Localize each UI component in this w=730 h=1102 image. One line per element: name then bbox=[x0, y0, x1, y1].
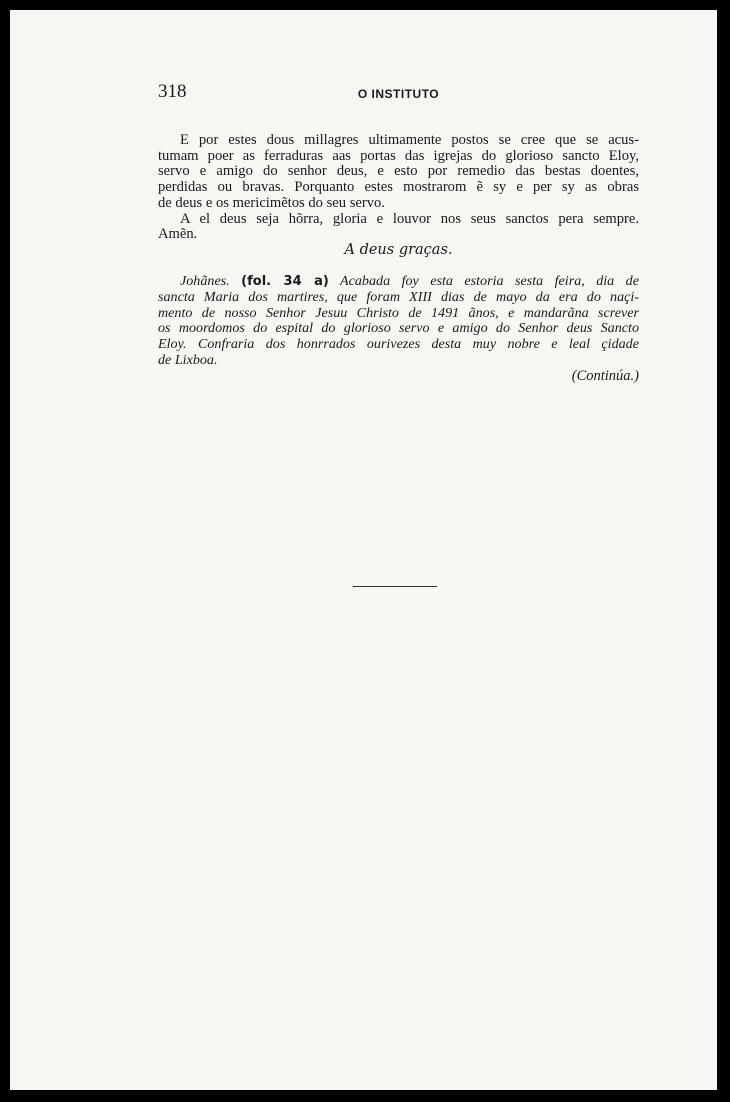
text-line: servo e amigo do senhor deus, e esto por remedio das bestas doentes, bbox=[158, 163, 639, 180]
page bbox=[10, 10, 717, 1090]
colophon bbox=[158, 274, 639, 369]
text-line: tumam poer as ferraduras aas portas das igrejas do glorioso sancto Eloy, bbox=[158, 147, 639, 164]
text-line: E por estes dous millagres ultimamente postos se cree que se acus- bbox=[180, 132, 639, 148]
closing-line: A deus graças. bbox=[344, 242, 453, 258]
end-rule bbox=[353, 586, 437, 587]
continua-note: (Continúa.) bbox=[571, 368, 639, 384]
colophon-text: Acabada foy esta estoria sesta feira, dia de bbox=[340, 273, 639, 289]
colophon-line bbox=[158, 274, 639, 290]
colophon-line: Eloy. Confraria dos honrrados ourivezes desta muy nobre e leal çidade bbox=[158, 336, 639, 353]
page-number: 318 bbox=[158, 81, 187, 102]
folio-reference: (fol. 34 a) bbox=[241, 274, 329, 289]
running-head: O INSTITUTO bbox=[357, 87, 440, 101]
text-line: A el deus seja hõrra, gloria e louvor nos seus sanctos pera sempre. bbox=[180, 210, 639, 227]
text-line: de deus e os mericimẽtos do seu servo. bbox=[158, 194, 385, 211]
paragraph bbox=[158, 212, 639, 243]
text-line: perdidas ou bravas. Porquanto estes mostrarom ẽ sy e per sy as obras bbox=[158, 179, 639, 196]
colophon-line: os moordomos do espital do glorioso servo e amigo do Senhor deus Sancto bbox=[158, 320, 639, 337]
colophon-line: de Lixboa. bbox=[158, 351, 218, 368]
colophon-line: sancta Maria dos martires, que foram XIII dias de mayo da era do naçi- bbox=[158, 288, 639, 305]
colophon-lead: Johãnes. bbox=[180, 273, 230, 289]
colophon-line: mento de nosso Senhor Jesuu Christo de 1491 ãnos, e mandarãna screver bbox=[158, 304, 639, 321]
body-text bbox=[158, 133, 639, 243]
page-header bbox=[158, 81, 639, 105]
text-line: Amẽn. bbox=[158, 226, 198, 243]
paragraph bbox=[158, 133, 639, 212]
